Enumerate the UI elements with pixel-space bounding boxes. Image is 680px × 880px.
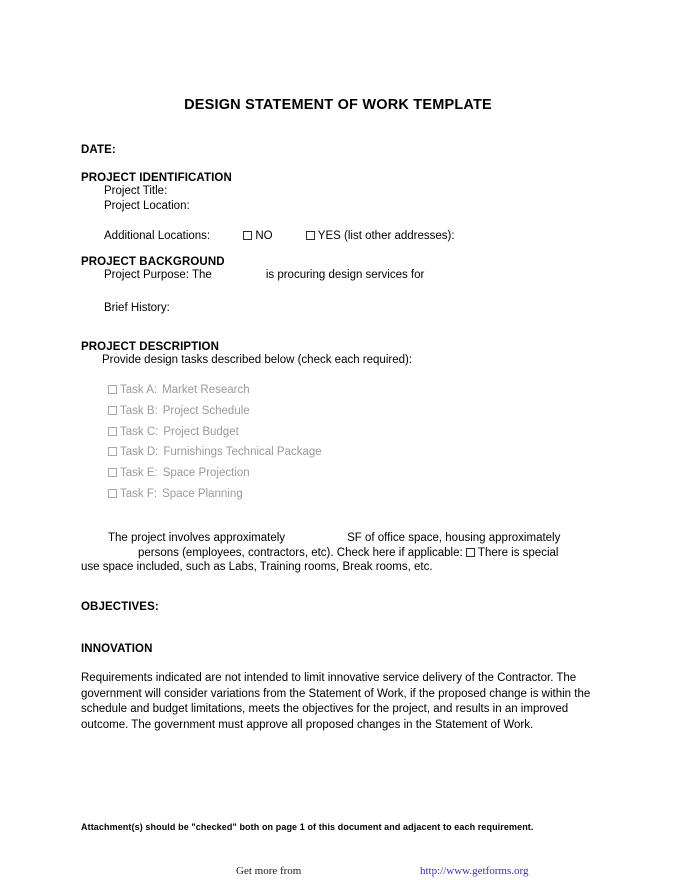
space-paragraph-line-3: use space included, such as Labs, Training rooms, Break rooms, etc. [81,561,433,574]
task-id: Task B: [120,404,158,417]
task-row[interactable] [108,425,322,446]
additional-locations-row [81,229,621,244]
credit-text: Get more from [236,865,302,877]
space-paragraph-line-2 [138,546,611,561]
checkbox-task-b[interactable] [108,406,117,415]
project-description-section [81,341,621,368]
space-text-part-2: SF of office space, housing approximately [347,532,561,544]
checkbox-task-a[interactable] [108,385,117,394]
space-text-part-1: The project involves approximately [108,532,286,544]
task-name: Market Research [162,384,250,396]
task-row[interactable] [108,487,322,508]
task-id: Task E: [120,467,158,480]
space-text-part-3: persons (employees, contractors, etc). Check here if applicable: [138,546,463,559]
task-checklist [108,383,322,508]
checkbox-task-f[interactable] [108,489,117,498]
task-id: Task F: [120,487,158,500]
space-text-part-4: There is special [477,546,559,559]
objectives-heading: OBJECTIVES: [81,601,159,613]
attachment-footnote: Attachment(s) should be "checked" both on page 1 of this document and adjacent to each requirement. [81,822,534,832]
project-purpose-prefix: Project Purpose: The [104,269,212,281]
checkbox-task-d[interactable] [108,447,117,456]
objectives-section [81,601,621,613]
innovation-heading: INNOVATION [81,643,153,655]
brief-history-label: Brief History: [104,302,170,314]
project-title-label: Project Title: [104,185,168,197]
space-paragraph-line-1 [108,531,611,546]
task-name: Space Planning [162,487,243,500]
option-no-label: NO [255,230,273,242]
task-row[interactable] [108,445,322,466]
task-id: Task C: [120,425,159,438]
project-identification-section [81,172,621,214]
getforms-link[interactable]: http://www.getforms.org [420,865,529,877]
checkbox-special-use-space[interactable] [466,548,475,557]
space-paragraph [81,531,611,575]
task-row[interactable] [108,404,322,425]
task-id: Task D: [120,446,159,459]
task-row[interactable] [108,466,322,487]
project-description-heading: PROJECT DESCRIPTION [81,341,220,353]
project-identification-heading: PROJECT IDENTIFICATION [81,172,232,184]
project-purpose-line [104,268,621,283]
task-row[interactable] [108,383,322,404]
page-title: DESIGN STATEMENT OF WORK TEMPLATE [184,97,492,113]
task-name: Space Projection [162,467,250,480]
additional-locations-label: Additional Locations: [104,230,211,242]
option-yes-label: YES (list other addresses): [317,230,455,242]
project-purpose-suffix: is procuring design services for [265,269,425,281]
checkbox-task-e[interactable] [108,468,117,477]
task-name: Furnishings Technical Package [163,446,322,459]
innovation-section [81,643,621,655]
project-background-heading: PROJECT BACKGROUND [81,256,225,268]
task-name: Project Schedule [162,404,250,417]
project-location-label: Project Location: [104,200,190,212]
project-background-section [81,256,621,316]
date-label: DATE: [81,144,116,156]
checkbox-yes[interactable] [306,231,315,240]
date-section [81,144,621,156]
task-name: Project Budget [163,425,239,438]
task-id: Task A: [120,384,158,396]
checkbox-no[interactable] [243,231,252,240]
innovation-paragraph: Requirements indicated are not intended to limit innovative service delivery of the Contractor. The government will consider variations from the Statement of Work, if the proposed change is within the schedule and budget limitations, meets the objectives for the project, and results in an improved outcome. The government must approve all proposed changes in the Statement of Work. [81,672,591,731]
checkbox-task-c[interactable] [108,427,117,436]
additional-locations-line [104,229,621,244]
project-description-instruction: Provide design tasks described below (check each required): [102,354,413,366]
